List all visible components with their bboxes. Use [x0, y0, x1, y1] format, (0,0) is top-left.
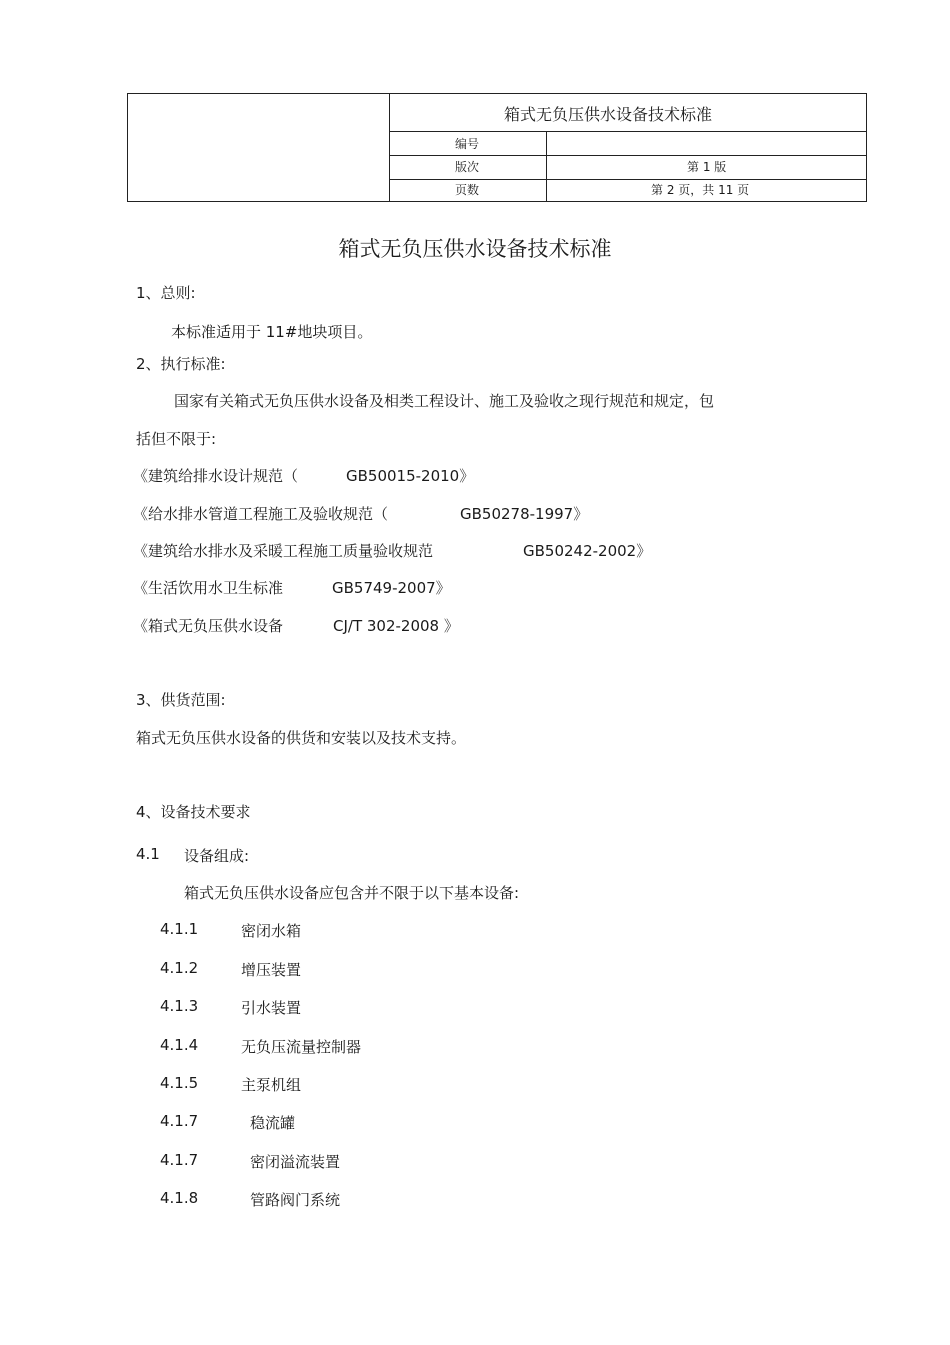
standard-ref-code: GB50015-2010》 — [346, 467, 475, 485]
item-number: 4.1.5 — [160, 1074, 199, 1092]
item-number: 4.1.8 — [160, 1189, 199, 1207]
section-scope-heading: 3、供货范围: — [136, 691, 226, 709]
header-table — [127, 93, 867, 202]
item-label: 稳流罐 — [250, 1114, 296, 1132]
standard-ref-code: GB5749-2007》 — [332, 579, 451, 597]
header-doc-title: 箱式无负压供水设备技术标准 — [504, 105, 713, 124]
item-number: 4.1.2 — [160, 959, 199, 977]
section-general-body: 本标准适用于 11#地块项目。 — [171, 323, 373, 341]
item-number: 4.1.7 — [160, 1151, 199, 1169]
header-divider — [389, 94, 390, 201]
standard-ref-name: 《箱式无负压供水设备 — [133, 617, 284, 635]
header-label-code: 编号 — [455, 137, 480, 151]
item-label: 管路阀门系统 — [250, 1191, 341, 1209]
standard-ref-name: 《给水排水管道工程施工及验收规范（ — [133, 505, 389, 523]
item-label: 无负压流量控制器 — [241, 1038, 362, 1056]
section-standards-intro-cont: 括但不限于: — [136, 430, 217, 448]
item-label: 密闭水箱 — [241, 922, 302, 940]
header-divider — [546, 131, 547, 155]
page-title: 箱式无负压供水设备技术标准 — [338, 237, 612, 261]
subsection-title: 设备组成: — [184, 847, 250, 865]
header-divider — [546, 155, 547, 201]
standard-ref-name: 《生活饮用水卫生标准 — [133, 579, 284, 597]
item-number: 4.1.1 — [160, 920, 199, 938]
item-number: 4.1.7 — [160, 1112, 199, 1130]
section-general-heading: 1、总则: — [136, 284, 196, 302]
header-label-version: 版次 — [455, 160, 480, 174]
item-label: 密闭溢流装置 — [250, 1153, 341, 1171]
header-divider — [389, 131, 866, 132]
standard-ref-name: 《建筑给排水设计规范（ — [133, 467, 299, 485]
section-standards-heading: 2、执行标准: — [136, 355, 226, 373]
header-label-pages: 页数 — [455, 183, 480, 197]
header-divider — [389, 155, 866, 156]
item-label: 增压装置 — [241, 961, 302, 979]
section-standards-intro: 国家有关箱式无负压供水设备及相类工程设计、施工及验收之现行规范和规定，包 — [174, 392, 715, 410]
standard-ref-code: GB50242-2002》 — [523, 542, 652, 560]
standard-ref-code: CJ/T 302-2008 》 — [333, 617, 459, 635]
subsection-number: 4.1 — [136, 845, 160, 863]
item-number: 4.1.4 — [160, 1036, 199, 1054]
item-label: 引水装置 — [241, 999, 302, 1017]
standard-ref-code: GB50278-1997》 — [460, 505, 589, 523]
section-scope-body: 箱式无负压供水设备的供货和安装以及技术支持。 — [136, 729, 467, 747]
item-label: 主泵机组 — [241, 1076, 302, 1094]
header-divider — [389, 179, 866, 180]
standard-ref-name: 《建筑给水排水及采暖工程施工质量验收规范 — [133, 542, 434, 560]
subsection-body: 箱式无负压供水设备应包含并不限于以下基本设备: — [184, 884, 520, 902]
section-requirements-heading: 4、设备技术要求 — [136, 803, 251, 821]
header-value-pages: 第 2 页，共 11 页 — [651, 183, 750, 197]
header-value-version: 第 1 版 — [687, 160, 727, 174]
item-number: 4.1.3 — [160, 997, 199, 1015]
